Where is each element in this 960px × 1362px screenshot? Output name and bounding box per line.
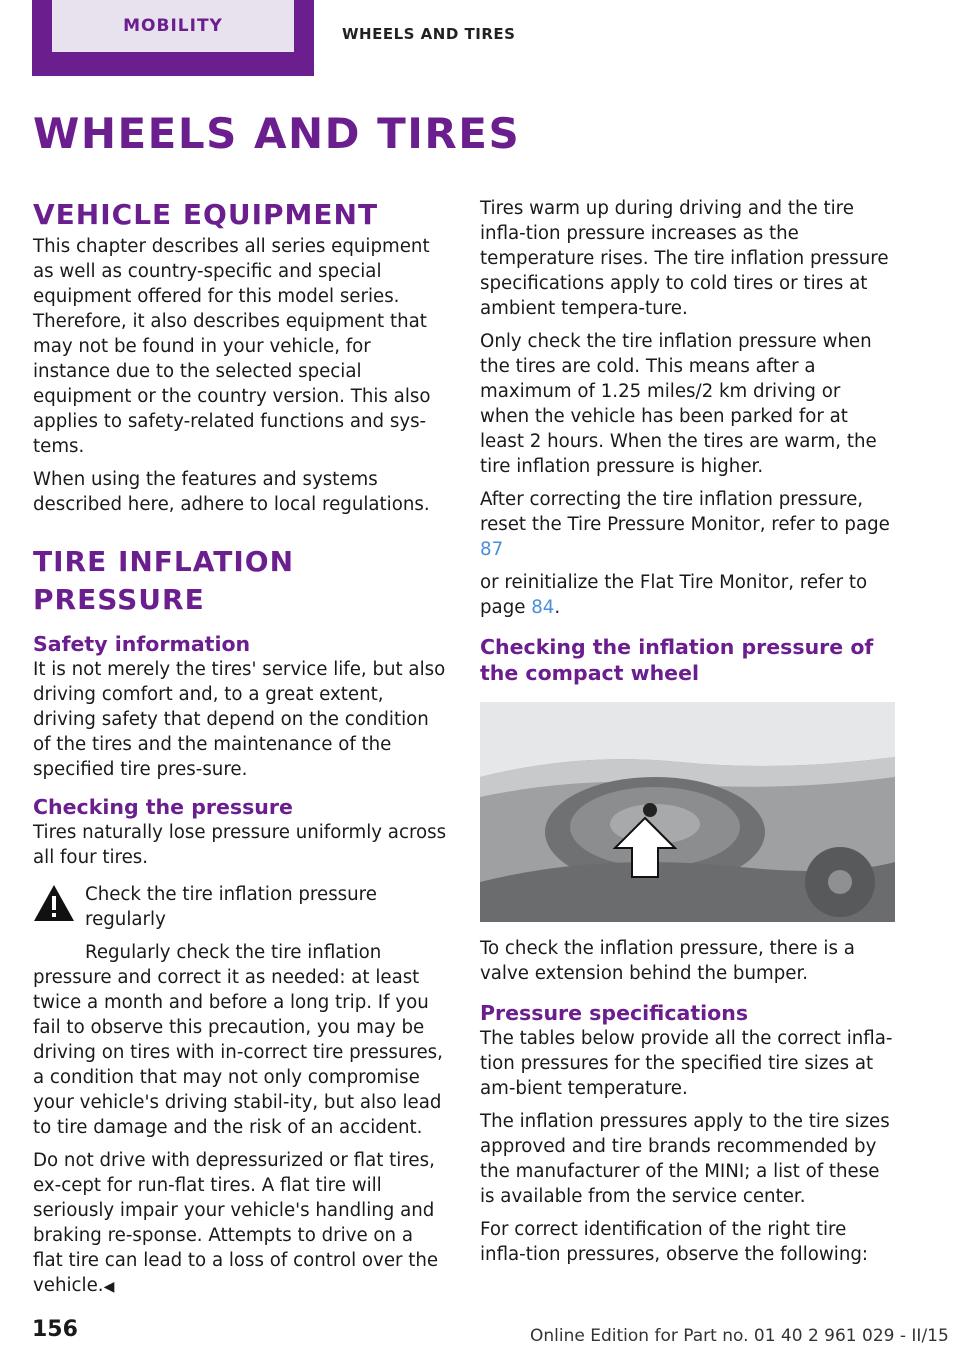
paragraph: The inflation pressures apply to the tire sizes approved and tire brands recommended by the manufacturer of the MINI; a list of these is available from the service center. <box>480 1111 890 1207</box>
header-tab-label[interactable]: MOBILITY <box>52 0 294 52</box>
heading-pressure-specifications: Pressure specifications <box>480 1001 749 1025</box>
end-mark: ◀ <box>103 1279 115 1295</box>
paragraph: It is not merely the tires' service life, but also driving comfort and, to a great extent, driving safety that depend on the condition of the tires and the maintenance of the specified tire pres‐sure. <box>33 659 446 780</box>
paragraph: Only check the tire inflation pressure when the tires are cold. This means after a maximum of 1.25 miles/2 km driving or when the vehicle has been parked for at least 2 hours. When the tires are warm, the tire inflation pressure is higher. <box>480 331 877 477</box>
warning-text: Regularly check the tire inflation pressure and correct it as needed: at least twice a month and before a long trip. If you fail to observe this precaution, you may be driving on tires with in‐correct tire pressures, a condition that may not only compromise your vehicle's driving stabil‐ity, but also lead to tire damage and the risk of an accident. <box>33 942 443 1138</box>
warning-triangle-icon <box>33 884 75 922</box>
flat-tire-text: Do not drive with depressurized or flat tires, ex‐cept for run-flat tires. A flat tire will seriously impair your vehicle's handling and braking re‐sponse. Attempts to drive on a flat tire can lead to a loss of control over the vehicle. <box>33 1150 439 1296</box>
header-section-label: WHEELS AND TIRES <box>342 25 516 43</box>
heading-safety-information: Safety information <box>33 632 251 656</box>
paragraph: Tires warm up during driving and the tire infla‐tion pressure increases as the temperature rises. The tire inflation pressure specifications apply to cold tires or tires at ambient tempera‐ture. <box>480 198 889 319</box>
photo-caption: To check the inflation pressure, there is a valve extension behind the bumper. <box>480 938 855 984</box>
warning-block <box>33 882 447 1140</box>
paragraph <box>480 570 894 620</box>
paragraph: The tables below provide all the correct infla‐tion pressures for the specified tire sizes at am‐bient temperature. <box>480 1028 893 1099</box>
left-column <box>33 196 447 1308</box>
paragraph-text: or reinitialize the Flat Tire Monitor, refer to page <box>480 572 868 618</box>
heading-compact-wheel: Checking the inflation pressure of the compact wheel <box>480 635 874 685</box>
paragraph: Tires naturally lose pressure uniformly across all four tires. <box>33 822 447 868</box>
header-tab <box>32 0 314 76</box>
paragraph: For correct identification of the right tire infla‐tion pressures, observe the following: <box>480 1219 869 1265</box>
paragraph <box>33 1148 447 1300</box>
paragraph-text: After correcting the tire inflation pressure, reset the Tire Pressure Monitor, refer to page <box>480 489 890 535</box>
paragraph <box>480 487 894 562</box>
page-title: WHEELS AND TIRES <box>33 109 521 158</box>
compact-wheel-photo <box>480 702 895 922</box>
heading-checking-pressure: Checking the pressure <box>33 795 293 819</box>
paragraph-text: . <box>554 597 561 618</box>
heading-tire-inflation-pressure: TIRE INFLATION PRESSURE <box>33 545 295 616</box>
page-number: 156 <box>32 1317 78 1342</box>
page-link-84[interactable]: 84 <box>531 597 555 618</box>
right-column <box>480 196 894 1275</box>
page-link-87[interactable]: 87 <box>480 539 504 560</box>
paragraph: This chapter describes all series equipment as well as country-specific and special equipment offered for this model series. Therefore, it also describes equipment that may not be found in your vehicle, for instance due to the selected special equipment or the country version. This also applies to safety-related functions and sys‐tems. <box>33 236 431 457</box>
warning-lead: Check the tire inflation pressure regularly <box>85 884 377 930</box>
heading-vehicle-equipment: VEHICLE EQUIPMENT <box>33 198 379 231</box>
paragraph: When using the features and systems described here, adhere to local regulations. <box>33 469 430 515</box>
footer-edition: Online Edition for Part no. 01 40 2 961 029 - II/15 <box>530 1326 949 1346</box>
